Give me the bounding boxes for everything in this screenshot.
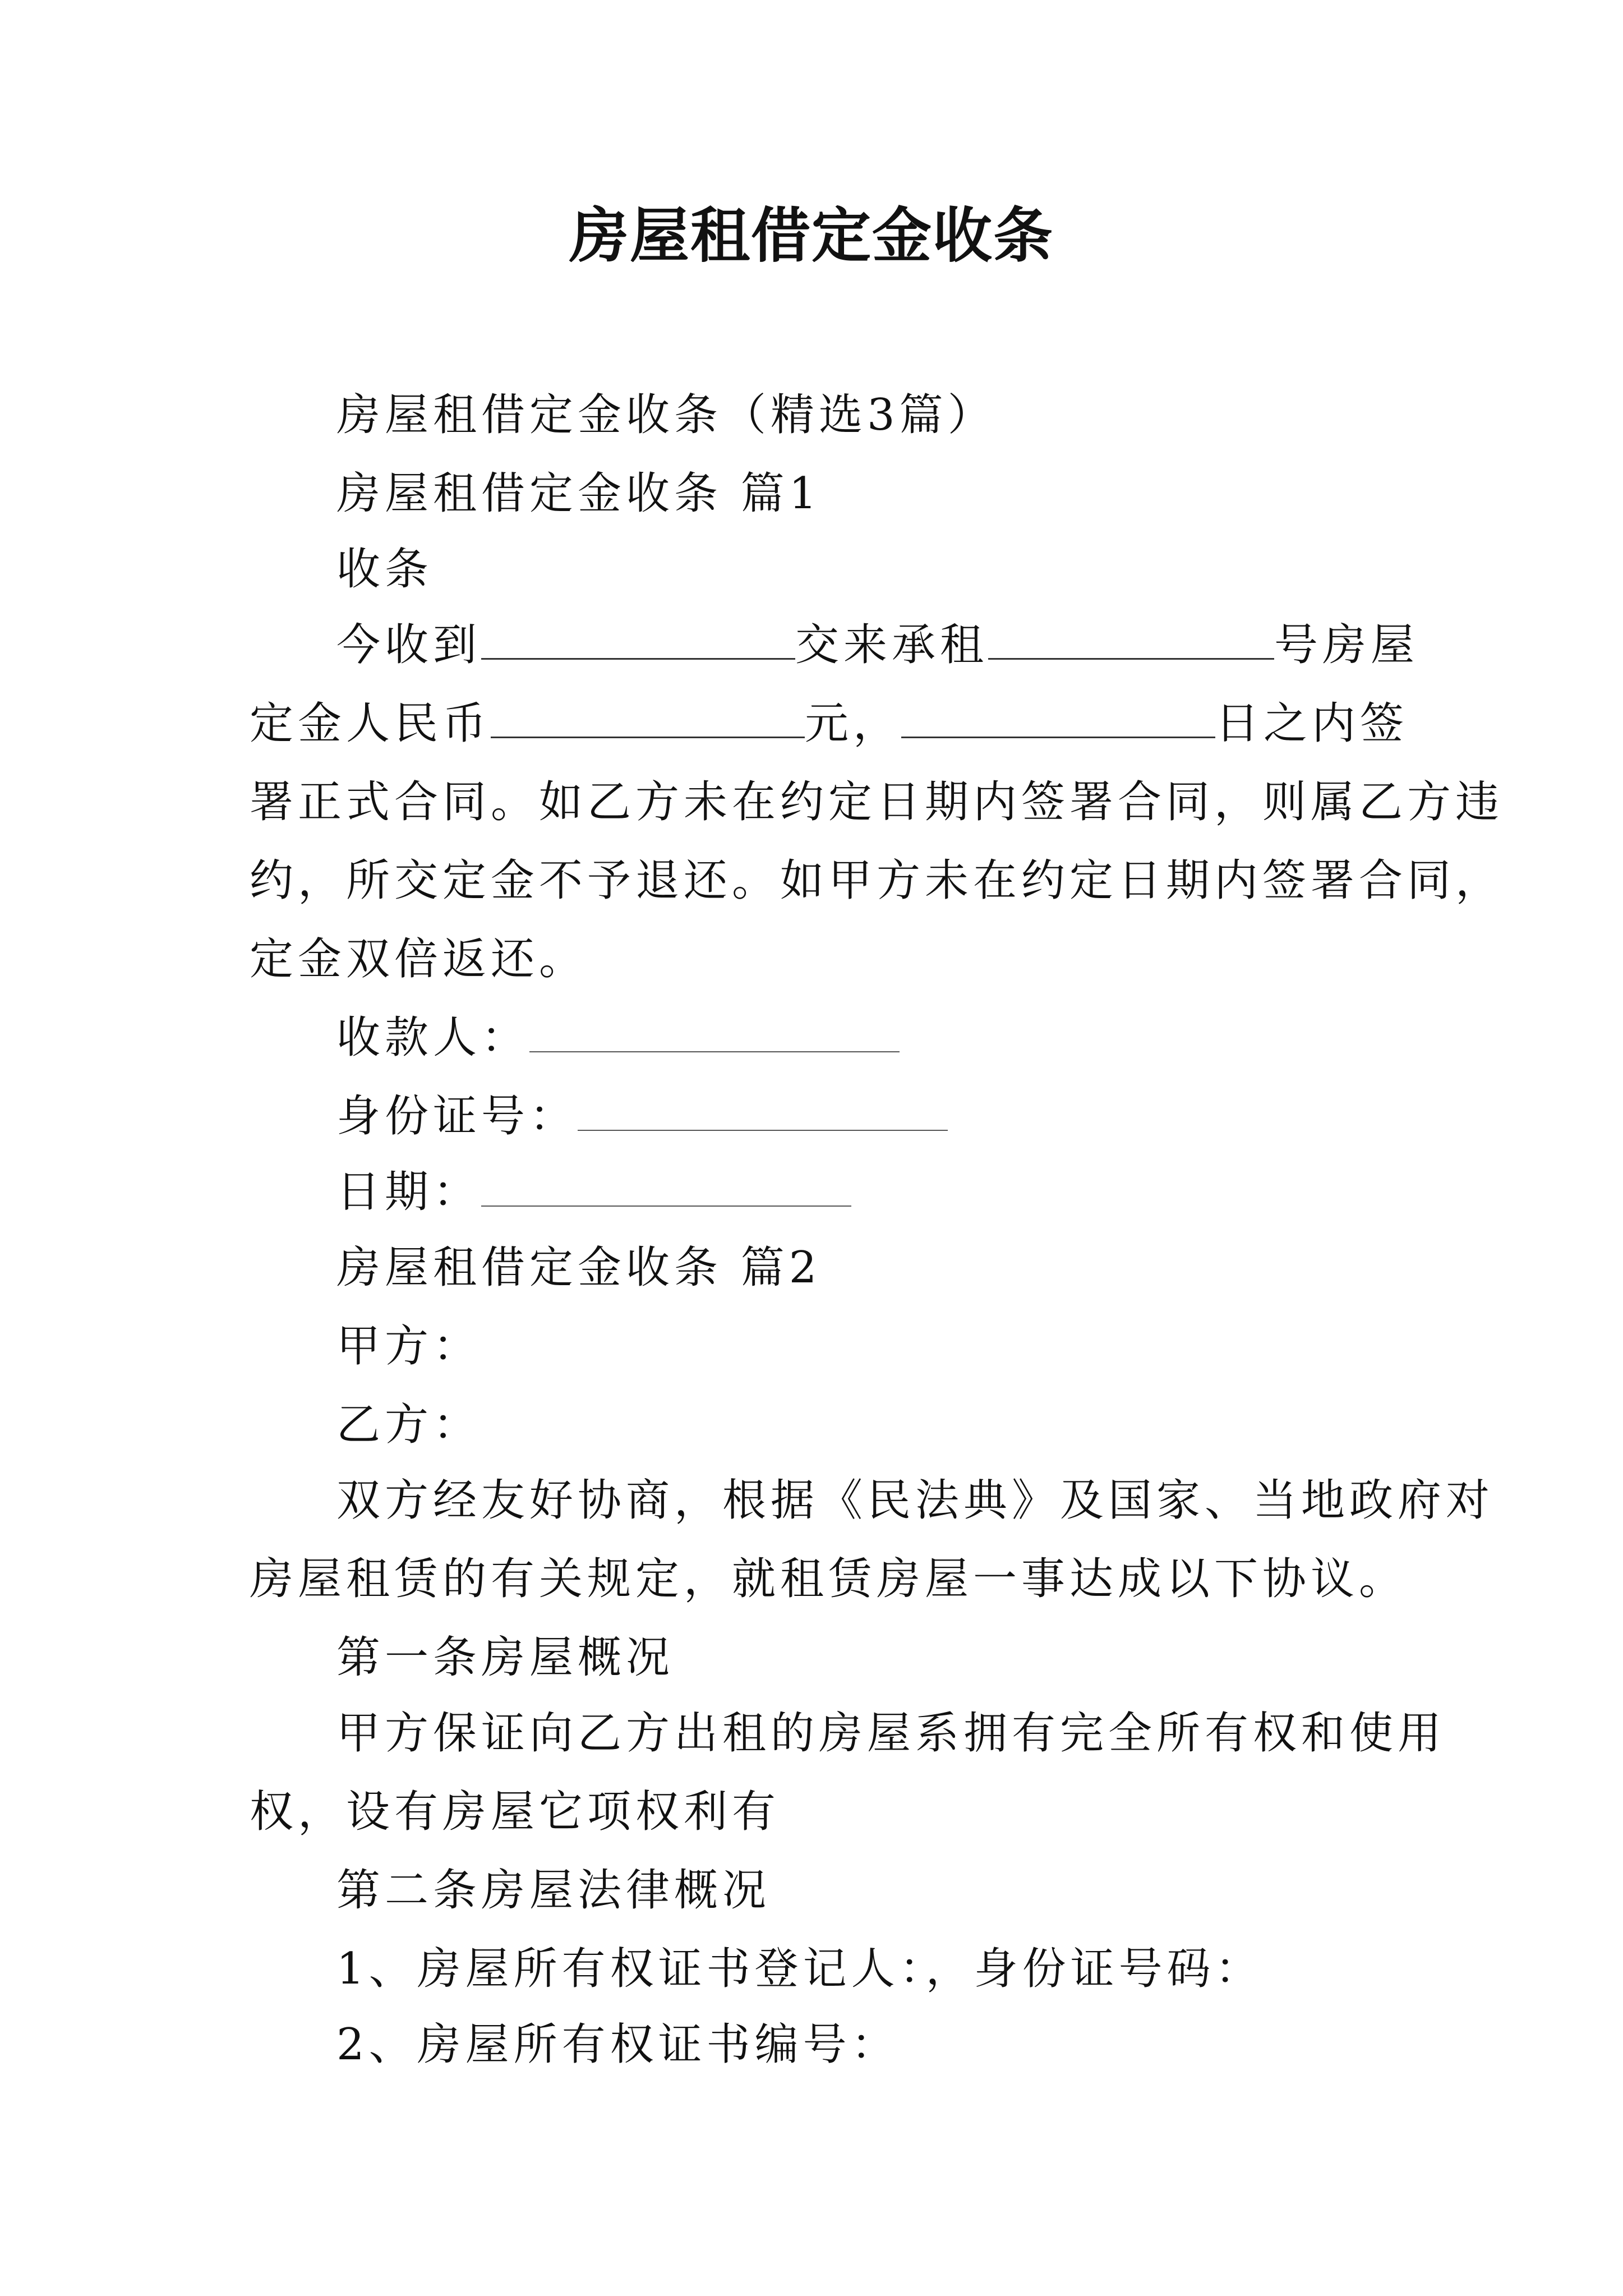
- article-1-line-2: 权，设有房屋它项权利有: [250, 1787, 781, 1837]
- date-label: 日期：: [336, 1167, 482, 1217]
- receipt-label: 收条: [336, 544, 434, 595]
- receipt-paragraph-line-5: 定金双倍返还。: [250, 934, 588, 984]
- receipt-paragraph-line-3: 署正式合同。如乙方未在约定日期内签署合同，则属乙方违: [250, 777, 1504, 827]
- payee-label: 收款人：: [336, 1013, 530, 1063]
- article-2-item-2: 2、房屋所有权证书编号：: [336, 2019, 900, 2070]
- document-title: 房屋租借定金收条: [569, 200, 1054, 270]
- receipt-text-rent: 交来承租: [795, 620, 989, 670]
- payee-blank[interactable]: [529, 1016, 900, 1052]
- date-row: [336, 1164, 851, 1220]
- party-b-label: 乙方：: [336, 1400, 482, 1450]
- article-1-title: 第一条房屋概况: [336, 1632, 675, 1683]
- receipt-text-house: 号房屋: [1274, 620, 1419, 670]
- sign-date-blank[interactable]: [901, 698, 1215, 738]
- article-1-line-1: 甲方保证向乙方出租的房屋系拥有完全所有权和使用: [336, 1708, 1446, 1759]
- id-number-blank[interactable]: [578, 1095, 948, 1131]
- agreement-intro-line-2: 房屋租赁的有关规定，就租赁房屋一事达成以下协议。: [250, 1554, 1408, 1604]
- part2-heading: 房屋租借定金收条 篇2: [336, 1243, 822, 1293]
- date-blank[interactable]: [481, 1171, 851, 1207]
- payee-row: [336, 1010, 900, 1066]
- agreement-intro-line-1: 双方经友好协商，根据《民法典》及国家、当地政府对: [336, 1475, 1495, 1526]
- article-2-title: 第二条房屋法律概况: [336, 1865, 771, 1916]
- id-number-row: [336, 1088, 948, 1144]
- receipt-text-received: 今收到: [336, 620, 482, 670]
- subtitle: 房屋租借定金收条（精选3篇）: [336, 390, 996, 440]
- deposit-amount-blank[interactable]: [491, 698, 805, 738]
- receipt-paragraph-line-4: 约，所交定金不予退还。如甲方未在约定日期内签署合同，: [250, 855, 1504, 906]
- id-number-label: 身份证号：: [336, 1091, 578, 1142]
- receipt-text-within: 日之内签: [1215, 698, 1409, 749]
- receipt-text-yuan: 元，: [805, 698, 902, 749]
- payer-name-blank[interactable]: [481, 620, 795, 660]
- part1-heading: 房屋租借定金收条 篇1: [336, 468, 822, 519]
- receipt-paragraph-line-1: [336, 617, 1419, 673]
- receipt-paragraph-line-2: [250, 696, 1408, 752]
- article-2-item-1: 1、房屋所有权证书登记人：，身份证号码：: [336, 1944, 1264, 1994]
- party-a-label: 甲方：: [336, 1321, 482, 1372]
- receipt-text-deposit: 定金人民币: [250, 698, 491, 749]
- house-number-blank[interactable]: [988, 620, 1274, 660]
